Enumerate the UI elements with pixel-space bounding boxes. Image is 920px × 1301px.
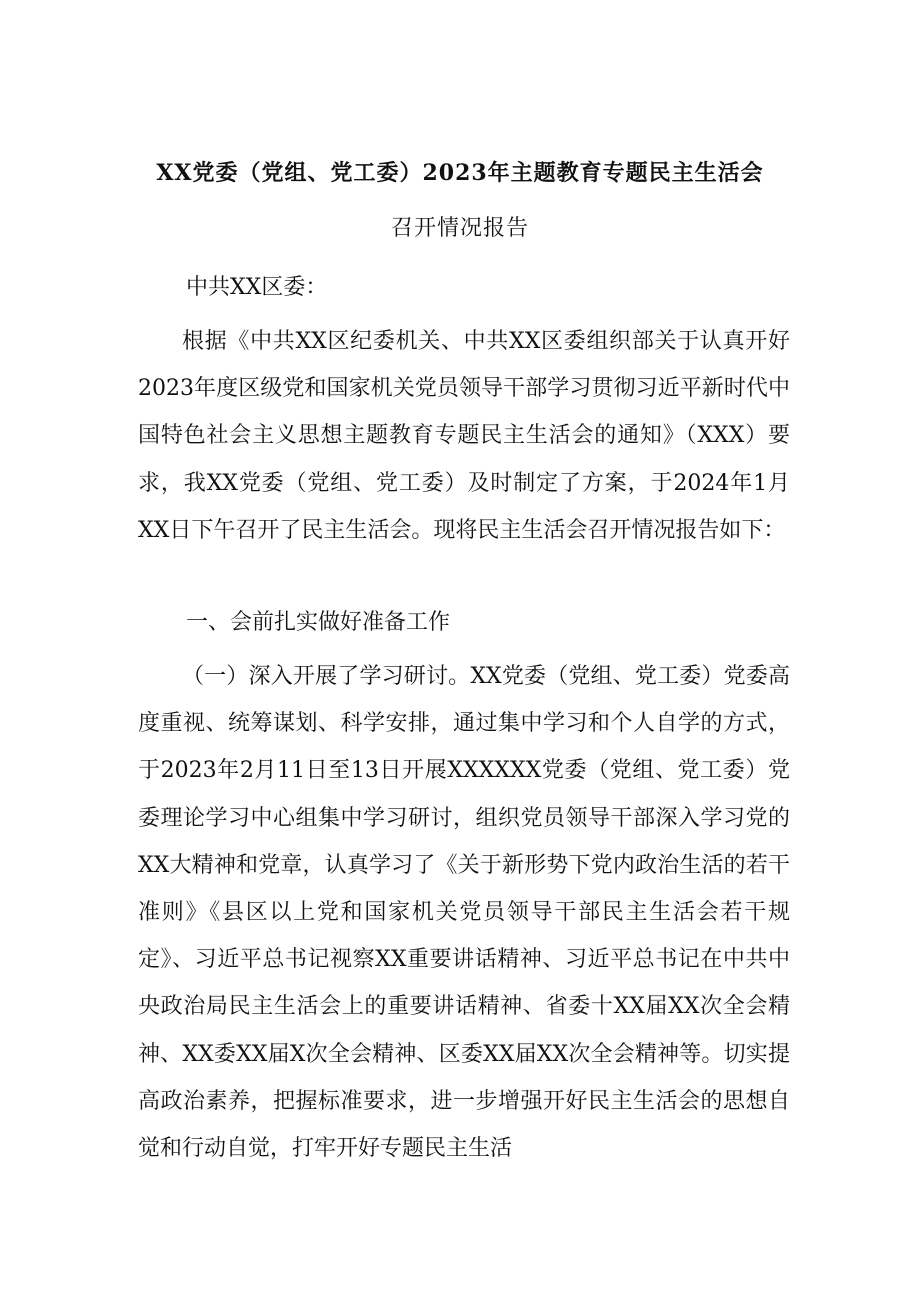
paragraph-study: （一）深入开展了学习研讨。XX党委（党组、党工委）党委高度重视、统筹谋划、科学安排，通过集中学习和个人自学的方式，于2023年2月11日至13日开展XXXXXX党委（党组、党工委）党委理论学习中心组集中学习研讨，组织党员领导干部深入学习党的XX大精神和党章，认真学习了《关于新形势下党内政治生活的若干准则》《县区以上党和国家机关党员领导干部民主生活会若干规定》、习近平总书记视察XX重要讲话精神、习近平总书记在中共中央政治局民主生活会上的重要讲话精神、省委十XX届XX次全会精神、XX委XX届X次全会精神、区委XX届XX次全会精神等。切实提高政治素养，把握标准要求，进一步增强开好民主生活会的思想自觉和行动自觉，打牢开好专题民主生活 <box>138 664 790 1162</box>
paragraph-intro: 根据《中共XX区纪委机关、中共XX区委组织部关于认真开好2023年度区级党和国家机关党员领导干部学习贯彻习近平新时代中国特色社会主义思想主题教育专题民主生活会的通知》（XXX）要求，我XX党委（党组、党工委）及时制定了方案，于2024年1月XX日下午召开了民主生活会。现将民主生活会召开情况报告如下： <box>138 329 790 543</box>
section-heading-1: 一、会前扎实做好准备工作 <box>186 610 451 635</box>
salutation: 中共XX区委： <box>186 275 328 300</box>
document-title-line-2: 召开情况报告 <box>390 216 529 241</box>
document-title-line-1: XX党委（党组、党工委）2023年主题教育专题民主生活会 <box>156 160 764 186</box>
